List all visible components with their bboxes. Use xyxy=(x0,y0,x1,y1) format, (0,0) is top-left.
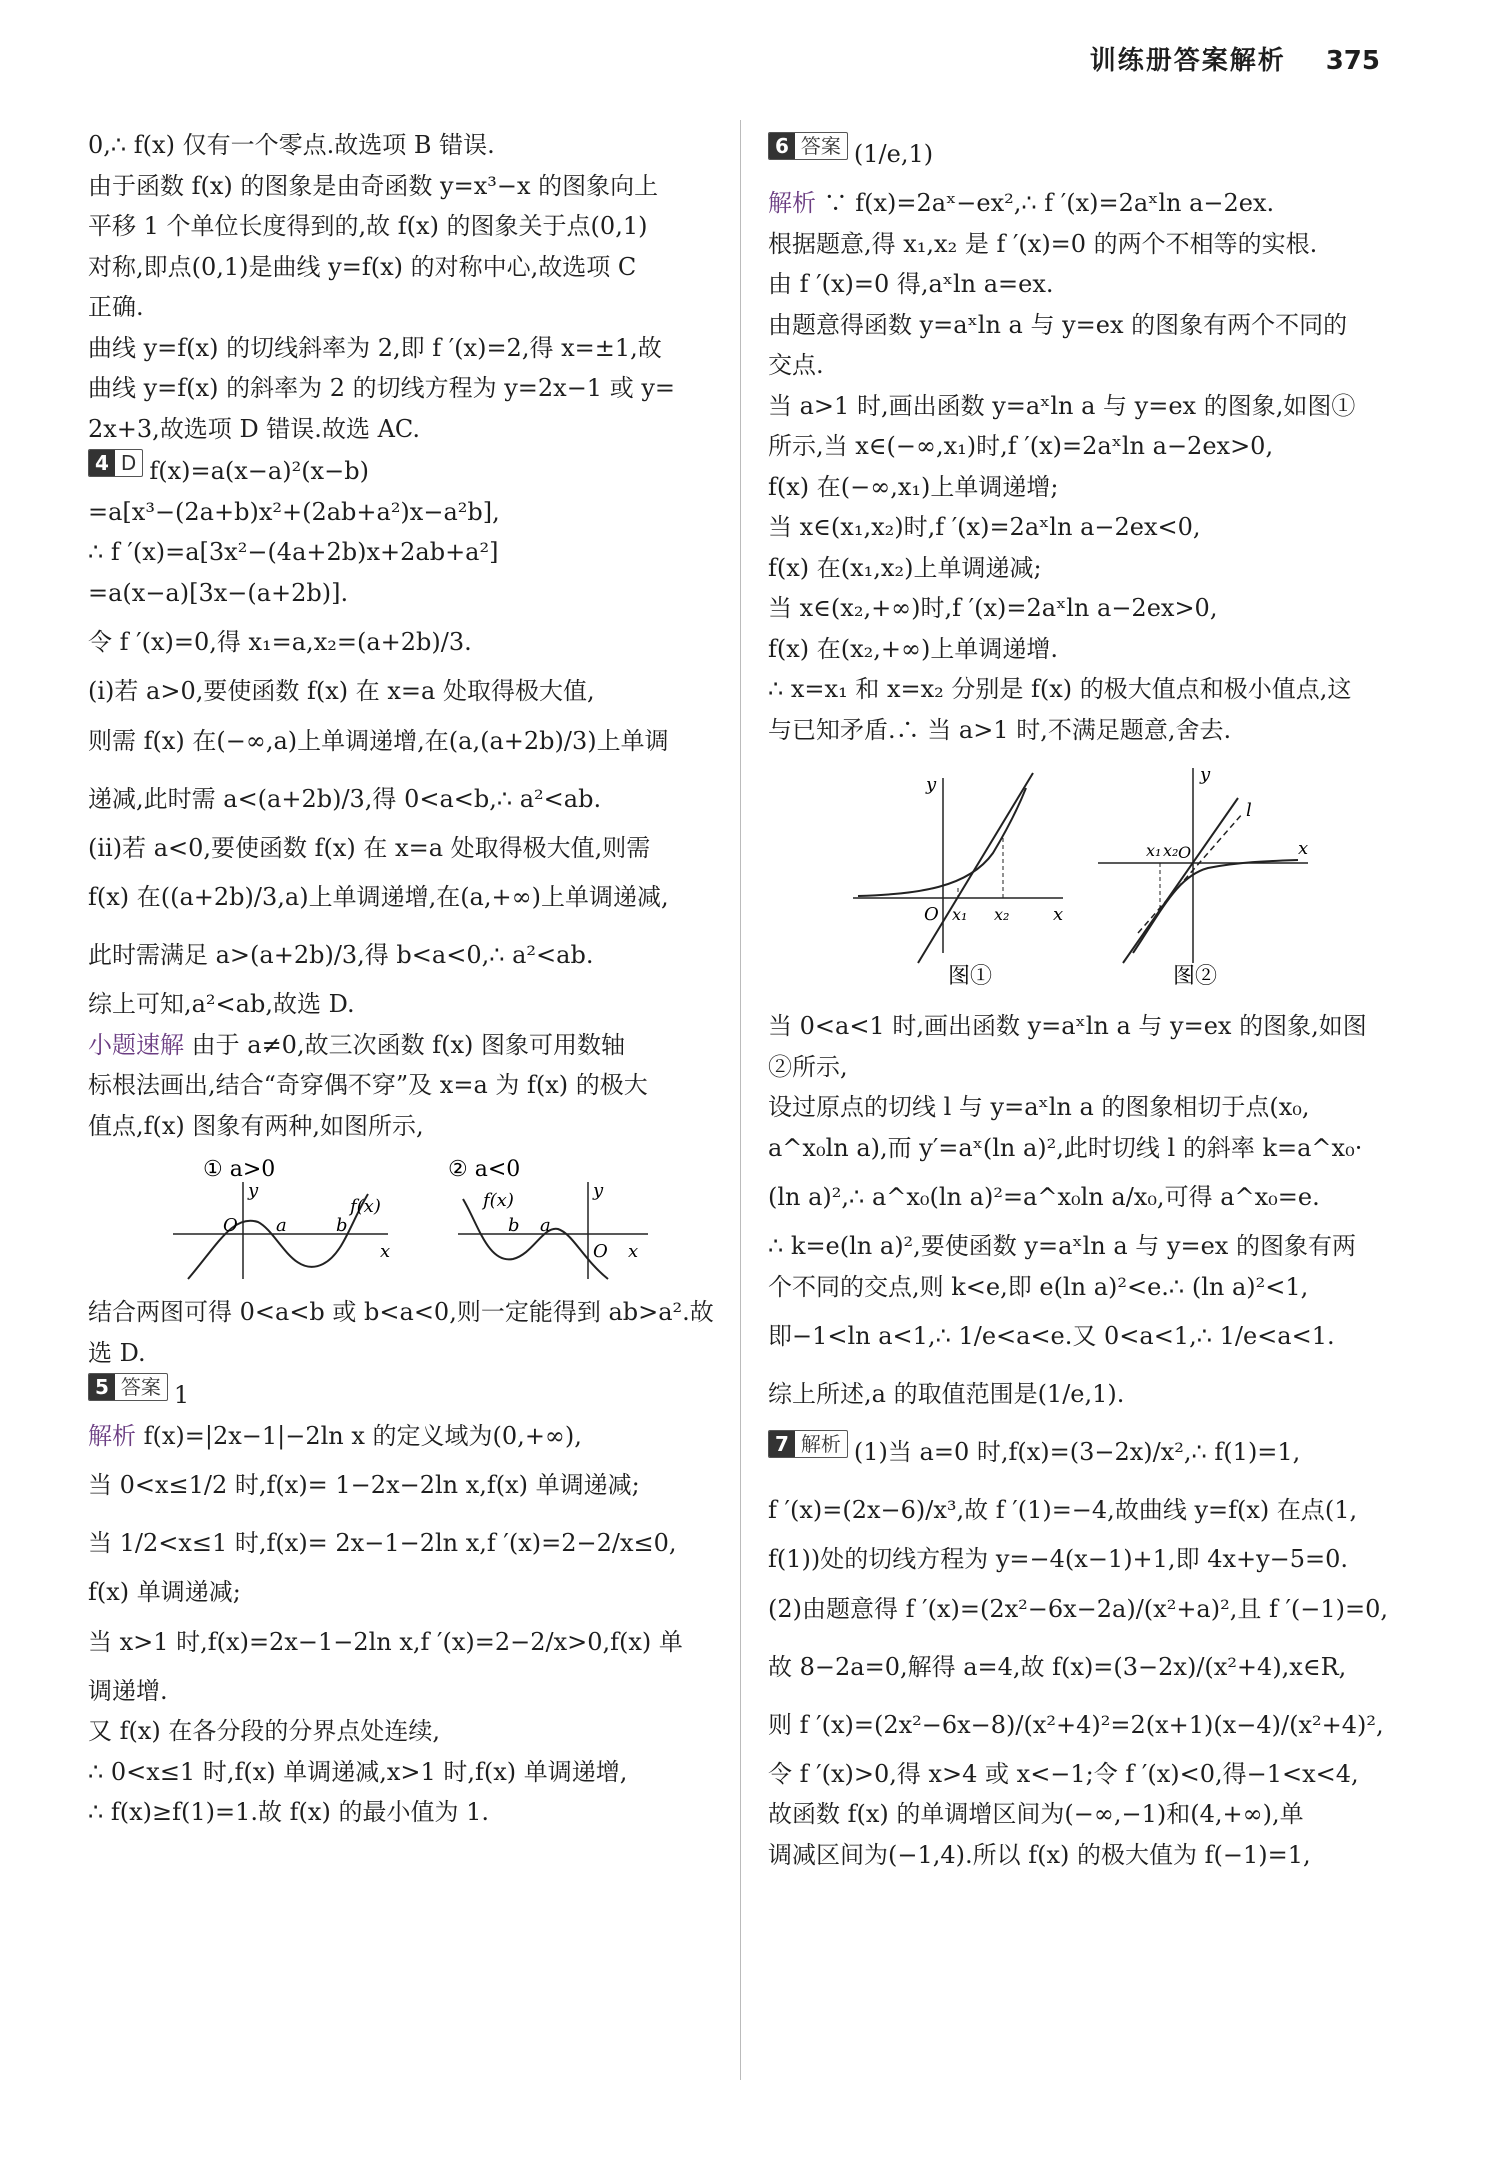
text-line: 与已知矛盾.∴ 当 a>1 时,不满足题意,舍去. xyxy=(768,715,1232,744)
line-y-ex xyxy=(1123,798,1238,963)
case-label: ① a>0 xyxy=(203,1157,276,1182)
quick-solution-label: 小题速解 xyxy=(88,1030,184,1059)
text-line: 正确. xyxy=(88,293,144,321)
text-line: 当 0<x≤1/2 时,f(x)= 1−2x−2ln x,f(x) 单调递减; xyxy=(88,1471,640,1499)
analysis-label: 解析 xyxy=(768,189,816,217)
text-line: =a(x−a)[3x−(a+2b)]. xyxy=(88,578,349,607)
text-line: 曲线 y=f(x) 的斜率为 2 的切线方程为 y=2x−1 或 y= xyxy=(88,374,676,402)
text-line: f(1))处的切线方程为 y=−4(x−1)+1,即 4x+y−5=0. xyxy=(768,1545,1349,1573)
tangent-line-l xyxy=(1138,813,1243,933)
text-line: f(x) 单调递减; xyxy=(88,1578,241,1606)
text-line: =a[x³−(2a+b)x²+(2ab+a²)x−a²b], xyxy=(88,497,500,526)
point-label: x₂ xyxy=(1163,841,1179,860)
text-line: 当 1/2<x≤1 时,f(x)= 2x−1−2ln x,f ′(x)=2−2/x≤0, xyxy=(88,1529,677,1557)
text-line: 个不同的交点,则 k<e,即 e(ln a)²<e.∴ (ln a)²<1, xyxy=(768,1272,1309,1301)
axis-label: x xyxy=(1053,904,1064,925)
text-line: 令 f ′(x)>0,得 x>4 或 x<−1;令 f ′(x)<0,得−1<x<4, xyxy=(768,1759,1359,1788)
question-5 xyxy=(88,1373,718,1833)
text-line: (1)当 a=0 时,f(x)=(3−2x)/x²,∴ f(1)=1, xyxy=(853,1438,1301,1466)
page-header xyxy=(1090,40,1380,77)
question-tag: 6 答案 xyxy=(768,132,848,160)
axis-label: y xyxy=(248,1180,259,1201)
axis-label: y xyxy=(1200,764,1211,785)
text-line: 令 f ′(x)=0,得 x₁=a,x₂=(a+2b)/3. xyxy=(88,628,472,656)
question-tag: 5 答案 xyxy=(88,1373,168,1401)
text-line: 则 f ′(x)=(2x²−6x−8)/(x²+4)²=2(x+1)(x−4)/(x²+4)², xyxy=(768,1710,1384,1739)
cubic-sketches xyxy=(88,1154,718,1284)
point-label: x₂ xyxy=(994,905,1010,924)
text-line: 故函数 f(x) 的单调增区间为(−∞,−1)和(4,+∞),单 xyxy=(768,1800,1304,1828)
text-line: 当 x>1 时,f(x)=2x−1−2ln x,f ′(x)=2−2/x>0,f(x) 单 xyxy=(88,1627,683,1656)
text-line: 标根法画出,结合“奇穿偶不穿”及 x=a 为 f(x) 的极大 xyxy=(88,1071,648,1099)
axis-label: x xyxy=(380,1241,391,1262)
curve-y-ax-ln-a xyxy=(1133,860,1298,953)
point-label: x₁ xyxy=(1146,841,1162,860)
point-label: b xyxy=(508,1215,520,1236)
case-label: ② a<0 xyxy=(448,1157,521,1182)
text-line: a^x₀ln a),而 y′=aˣ(ln a)²,此时切线 l 的斜率 k=a^x₀· xyxy=(768,1133,1363,1162)
axis-label: x xyxy=(1298,838,1309,859)
text-line: 由题意得函数 y=aˣln a 与 y=ex 的图象有两个不同的 xyxy=(768,310,1348,339)
text-line: 故 8−2a=0,解得 a=4,故 f(x)=(3−2x)/(x²+4),x∈R, xyxy=(768,1652,1347,1681)
axis-label: y xyxy=(926,774,937,795)
text-line: 即−1<ln a<1,∴ 1/e<a<e.又 0<a<1,∴ 1/e<a<1. xyxy=(768,1322,1335,1350)
text-line: f(x)=|2x−1|−2ln x 的定义域为(0,+∞), xyxy=(143,1421,582,1450)
text-line: ∴ f(x)≥f(1)=1.故 f(x) 的最小值为 1. xyxy=(88,1798,489,1826)
right-column xyxy=(768,125,1398,1875)
analysis-label: 解析 xyxy=(88,1421,136,1450)
text-line: 则需 f(x) 在(−∞,a)上单调递增,在(a,(a+2b)/3)上单调 xyxy=(88,726,669,755)
text-line: 设过原点的切线 l 与 y=aˣln a 的图象相切于点(x₀, xyxy=(768,1093,1310,1121)
text-line: 当 x∈(x₁,x₂)时,f ′(x)=2aˣln a−2ex<0, xyxy=(768,513,1201,541)
page-number: 375 xyxy=(1325,46,1380,76)
text-line: f(x) 在((a+2b)/3,a)上单调递增,在(a,+∞)上单调递减, xyxy=(88,883,669,911)
text-line: 综上可知,a²<ab,故选 D. xyxy=(88,990,355,1018)
text-line: f(x) 在(x₁,x₂)上单调递减; xyxy=(768,553,1042,582)
question-6 xyxy=(768,125,1398,1423)
text-line: ∴ x=x₁ 和 x=x₂ 分别是 f(x) 的极大值点和极小值点,这 xyxy=(768,675,1352,703)
text-line: (ii)若 a<0,要使函数 f(x) 在 x=a 处取得极大值,则需 xyxy=(88,833,651,862)
column-divider xyxy=(740,120,741,2080)
text-line: 平移 1 个单位长度得到的,故 f(x) 的图象关于点(0,1) xyxy=(88,212,648,240)
answer-value: (1/e,1) xyxy=(853,140,934,168)
curve-y-ax-ln-a xyxy=(858,788,1026,896)
text-line: 当 x∈(x₂,+∞)时,f ′(x)=2aˣln a−2ex>0, xyxy=(768,594,1218,622)
answer-value: 1 xyxy=(173,1381,190,1409)
point-label: b xyxy=(336,1215,348,1236)
point-label: x₁ xyxy=(952,905,968,924)
text-line: 结合两图可得 0<a<b 或 b<a<0,则一定能得到 ab>a².故 xyxy=(88,1298,714,1326)
q4-figure xyxy=(88,1154,718,1284)
text-line: 当 a>1 时,画出函数 y=aˣln a 与 y=ex 的图象,如图① xyxy=(768,391,1356,420)
origin-label: O xyxy=(593,1241,608,1262)
text-line: (i)若 a>0,要使函数 f(x) 在 x=a 处取得极大值, xyxy=(88,677,595,705)
cubic-curve xyxy=(188,1194,368,1279)
origin-label: O xyxy=(223,1215,238,1236)
question-7 xyxy=(768,1423,1398,1875)
text-line: f(x)=a(x−a)²(x−b) xyxy=(149,457,369,485)
text-line: 所示,当 x∈(−∞,x₁)时,f ′(x)=2aˣln a−2ex>0, xyxy=(768,432,1274,460)
text-line: ∴ 0<x≤1 时,f(x) 单调递减,x>1 时,f(x) 单调递增, xyxy=(88,1757,628,1786)
text-line: 递减,此时需 a<(a+2b)/3,得 0<a<b,∴ a²<ab. xyxy=(88,784,602,813)
question-4 xyxy=(88,449,718,1373)
text-line: ∴ k=e(ln a)²,要使函数 y=aˣln a 与 y=ex 的图象有两 xyxy=(768,1232,1356,1260)
figure-caption: 图① xyxy=(948,964,993,989)
q6-figure xyxy=(768,758,1398,998)
text-line: 交点. xyxy=(768,351,824,379)
cubic-curve xyxy=(463,1199,608,1279)
text-line: 根据题意,得 x₁,x₂ 是 f ′(x)=0 的两个不相等的实根. xyxy=(768,229,1318,258)
text-line: 当 0<a<1 时,画出函数 y=aˣln a 与 y=ex 的图象,如图 xyxy=(768,1012,1367,1040)
section-title: 训练册答案解析 xyxy=(1089,46,1286,76)
point-label: a xyxy=(276,1215,287,1236)
text-line: ∵ f(x)=2aˣ−ex²,∴ f ′(x)=2aˣln a−2ex. xyxy=(823,189,1275,217)
axis-label: y xyxy=(593,1180,604,1201)
text-line: 调减区间为(−1,4).所以 f(x) 的极大值为 f(−1)=1, xyxy=(768,1840,1311,1869)
text-line: f(x) 在(−∞,x₁)上单调递增; xyxy=(768,472,1059,501)
text-line: 由于 a≠0,故三次函数 f(x) 图象可用数轴 xyxy=(191,1030,625,1059)
text-line: ∴ f ′(x)=a[3x²−(4a+2b)x+2ab+a²] xyxy=(88,538,499,566)
curve-label: f(x) xyxy=(483,1190,514,1211)
origin-label: O xyxy=(1178,843,1192,862)
text-line: 综上所述,a 的取值范围是(1/e,1). xyxy=(768,1380,1125,1408)
line-label: l xyxy=(1246,800,1252,821)
point-label: a xyxy=(540,1215,551,1236)
exp-vs-line-sketches xyxy=(768,758,1398,998)
question-tag: 7 解析 xyxy=(768,1430,848,1458)
text-line: f(x) 在(x₂,+∞)上单调递增. xyxy=(768,634,1059,663)
text-line: 选 D. xyxy=(88,1338,146,1367)
axis-label: x xyxy=(628,1241,639,1262)
text-line: 值点,f(x) 图象有两种,如图所示, xyxy=(88,1111,424,1140)
line-y-ex xyxy=(918,773,1033,963)
origin-label: O xyxy=(924,904,939,925)
text-line: 此时需满足 a>(a+2b)/3,得 b<a<0,∴ a²<ab. xyxy=(88,941,594,969)
text-line: 调递增. xyxy=(88,1676,168,1705)
figure-caption: 图② xyxy=(1173,964,1218,989)
left-column xyxy=(88,125,718,1833)
text-line: 由 f ′(x)=0 得,aˣln a=ex. xyxy=(768,270,1054,298)
text-line: (2)由题意得 f ′(x)=(2x²−6x−2a)/(x²+a)²,且 f ′(−1)=0, xyxy=(768,1594,1389,1623)
text-line: 曲线 y=f(x) 的切线斜率为 2,即 f ′(x)=2,得 x=±1,故 xyxy=(88,333,662,362)
text-line: f ′(x)=(2x−6)/x³,故 f ′(1)=−4,故曲线 y=f(x) 在点(1, xyxy=(768,1496,1358,1524)
question-tag: 4 D xyxy=(88,449,143,477)
text-line: 2x+3,故选项 D 错误.故选 AC. xyxy=(88,414,421,443)
text-line: 由于函数 f(x) 的图象是由奇函数 y=x³−x 的图象向上 xyxy=(88,171,659,200)
q3-continuation xyxy=(88,125,718,449)
text-line: 0,∴ f(x) 仅有一个零点.故选项 B 错误. xyxy=(88,131,495,159)
text-line: ②所示, xyxy=(768,1052,848,1081)
curve-label: f(x) xyxy=(350,1196,381,1217)
text-line: 又 f(x) 在各分段的分界点处连续, xyxy=(88,1717,441,1745)
text-line: 对称,即点(0,1)是曲线 y=f(x) 的对称中心,故选项 C xyxy=(88,252,637,281)
text-line: (ln a)²,∴ a^x₀(ln a)²=a^x₀ln a/x₀,可得 a^x₀=e. xyxy=(768,1183,1320,1211)
